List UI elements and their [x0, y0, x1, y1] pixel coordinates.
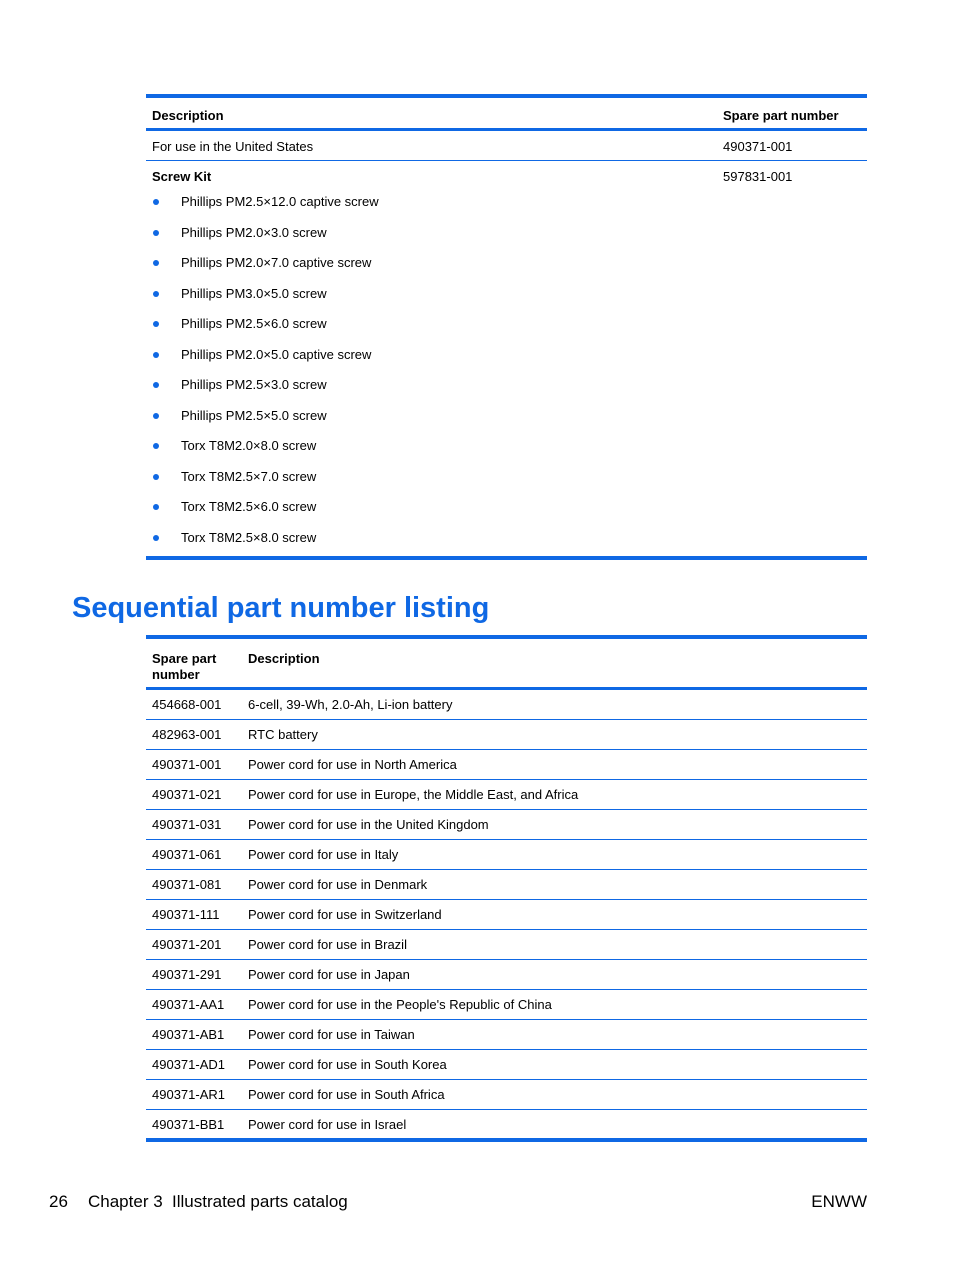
table-row	[146, 900, 867, 930]
list-item	[146, 251, 867, 282]
table-row	[146, 870, 867, 900]
list-item	[146, 190, 867, 221]
table-row	[146, 1110, 867, 1138]
bullet-icon	[153, 443, 159, 449]
chapter-number: Chapter 3	[88, 1192, 163, 1211]
row-spare-part: 490371-111	[152, 907, 220, 922]
row-description: Power cord for use in Taiwan	[248, 1027, 415, 1042]
bullet-icon	[153, 352, 159, 358]
table-row	[146, 810, 867, 840]
screw-item-label: Phillips PM2.0×3.0 screw	[181, 224, 327, 240]
table-row	[146, 131, 867, 161]
row-description: RTC battery	[248, 727, 318, 742]
screw-item-label: Phillips PM2.5×3.0 screw	[181, 377, 327, 392]
bullet-icon	[153, 199, 159, 205]
row-description: Power cord for use in Denmark	[248, 877, 428, 892]
row-spare-part: 490371-021	[152, 787, 222, 802]
list-item	[146, 495, 867, 526]
row-spare-part: 490371-201	[152, 937, 222, 952]
row-spare-part: 490371-AD1	[152, 1057, 225, 1072]
header-spare-part-number	[152, 651, 216, 683]
row-spare-part: 490371-AA1	[152, 997, 225, 1012]
screw-item-label: Phillips PM3.0×5.0 screw	[181, 285, 327, 301]
list-item	[146, 434, 867, 465]
bullet-icon	[153, 535, 159, 541]
table-row	[146, 840, 867, 870]
screw-item-label: Torx T8M2.5×7.0 screw	[181, 468, 317, 484]
bullet-icon	[153, 291, 159, 297]
header-spare-line2: number	[152, 667, 200, 682]
footer-locale: ENWW	[811, 1192, 867, 1211]
table-header	[146, 98, 867, 128]
row-description: Power cord for use in Brazil	[248, 937, 407, 952]
screw-item-label: Phillips PM2.5×6.0 screw	[181, 316, 327, 331]
row-spare-part: 490371-BB1	[152, 1117, 225, 1132]
table-row	[146, 750, 867, 780]
screw-item-label: Torx T8M2.0×8.0 screw	[181, 438, 317, 453]
row-spare-part: 490371-061	[152, 847, 222, 862]
screw-kit-label: Screw Kit	[152, 169, 212, 184]
table-row	[146, 990, 867, 1020]
table-row	[146, 1050, 867, 1080]
table-bottom-rule	[146, 1138, 867, 1142]
list-item	[146, 282, 867, 313]
header-description: Description	[152, 108, 224, 123]
screw-kit-row	[146, 161, 867, 190]
row-spare-part: 490371-001	[152, 757, 222, 772]
list-item	[146, 465, 867, 496]
screw-kit-list	[146, 190, 867, 556]
screw-item-label: Phillips PM2.5×12.0 captive screw	[181, 194, 379, 209]
bullet-icon	[153, 321, 159, 327]
list-item	[146, 221, 867, 252]
screw-item-label: Torx T8M2.5×8.0 screw	[181, 529, 317, 545]
row-spare-part: 482963-001	[152, 727, 222, 742]
row-spare-part: 490371-031	[152, 817, 222, 832]
table-row	[146, 930, 867, 960]
screw-item-label: Phillips PM2.0×5.0 captive screw	[181, 346, 372, 362]
header-spare-part-number: Spare part number	[723, 108, 839, 123]
row-description: Power cord for use in Europe, the Middle East, and Africa	[248, 787, 579, 802]
list-item	[146, 312, 867, 343]
bullet-icon	[153, 413, 159, 419]
list-item	[146, 373, 867, 404]
sequential-parts-table	[146, 635, 867, 1142]
table-bottom-rule	[146, 556, 867, 560]
row-description: Power cord for use in Israel	[248, 1117, 407, 1132]
table-row	[146, 690, 867, 720]
row-spare-part: 490371-001	[723, 139, 793, 154]
table-body	[146, 690, 867, 1138]
bullet-icon	[153, 474, 159, 480]
list-item	[146, 404, 867, 435]
row-description: Power cord for use in South Korea	[248, 1057, 447, 1072]
row-spare-part: 490371-081	[152, 877, 222, 892]
row-description: Power cord for use in Switzerland	[248, 907, 442, 922]
screw-item-label: Phillips PM2.0×7.0 captive screw	[181, 255, 372, 270]
header-description: Description	[248, 651, 320, 666]
table-row	[146, 1080, 867, 1110]
row-description: Power cord for use in Italy	[248, 847, 399, 862]
table-row	[146, 720, 867, 750]
table-row	[146, 960, 867, 990]
row-description: Power cord for use in the United Kingdom	[248, 817, 489, 832]
bullet-icon	[153, 260, 159, 266]
table-row	[146, 780, 867, 810]
row-spare-part: 490371-AB1	[152, 1027, 225, 1042]
row-spare-part: 490371-291	[152, 967, 222, 982]
row-description: Power cord for use in South Africa	[248, 1087, 445, 1102]
row-spare-part: 454668-001	[152, 697, 222, 712]
row-description: Power cord for use in the People's Republic of China	[248, 997, 552, 1012]
screw-item-label: Phillips PM2.5×5.0 screw	[181, 407, 327, 423]
screw-kit-spare-part: 597831-001	[723, 169, 793, 184]
header-spare-line1: Spare part	[152, 651, 217, 666]
section-title: Sequential part number listing	[72, 592, 490, 624]
row-description: Power cord for use in Japan	[248, 967, 410, 982]
chapter-title: Illustrated parts catalog	[172, 1192, 348, 1211]
screw-item-label: Torx T8M2.5×6.0 screw	[181, 499, 317, 514]
bullet-icon	[153, 382, 159, 388]
page-number: 26	[49, 1192, 68, 1211]
bullet-icon	[153, 504, 159, 510]
parts-table-continued	[146, 94, 867, 560]
row-spare-part: 490371-AR1	[152, 1087, 225, 1102]
row-description: Power cord for use in North America	[248, 757, 457, 772]
bullet-icon	[153, 230, 159, 236]
table-row	[146, 1020, 867, 1050]
list-item	[146, 343, 867, 374]
row-description: 6-cell, 39-Wh, 2.0-Ah, Li-ion battery	[248, 697, 453, 712]
table-header	[146, 639, 867, 687]
list-item	[146, 526, 867, 557]
row-description: For use in the United States	[152, 139, 314, 154]
